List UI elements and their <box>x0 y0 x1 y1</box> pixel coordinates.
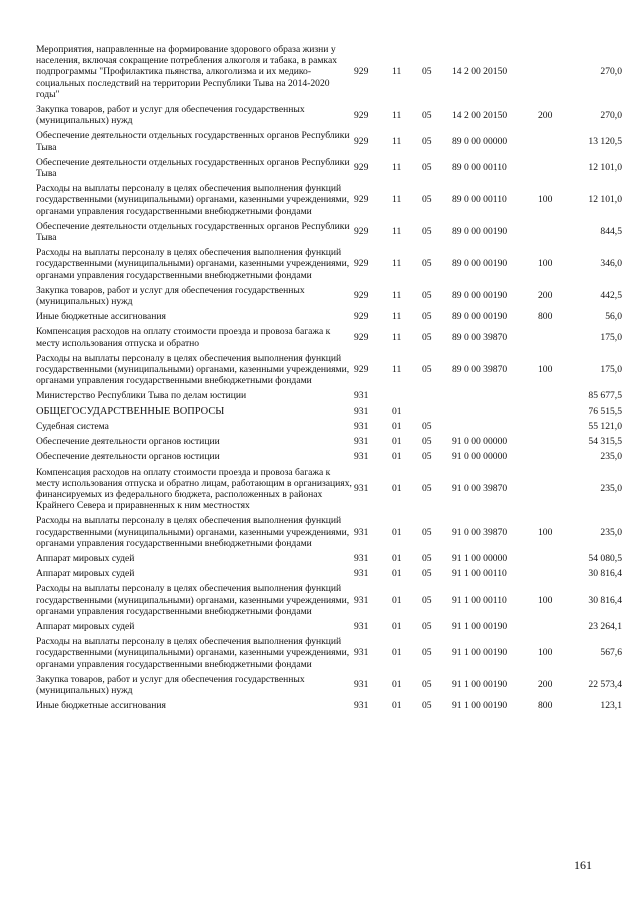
table-row <box>36 698 622 713</box>
table-row <box>36 283 622 309</box>
row-subsection-code: 05 <box>422 226 432 238</box>
row-amount: 55 121,0 <box>588 420 622 432</box>
row-expense-type <box>538 619 574 634</box>
row-ministry-code: 931 <box>354 568 369 580</box>
row-section-code: 01 <box>392 405 402 417</box>
row-amount: 85 677,5 <box>588 390 622 402</box>
row-name: Расходы на выплаты персоналу в целях обеспечения выполнения функций государственными (муниципальными) органами, казенными учреждениями, органами управления государственными внебюджетными фондами <box>36 636 350 670</box>
row-expense-type <box>538 551 574 566</box>
table-row <box>36 388 622 403</box>
row-expense-type: 100 <box>538 364 553 376</box>
table-row <box>36 351 622 389</box>
row-name: Расходы на выплаты персоналу в целях обеспечения выполнения функций государственными (муниципальными) органами, казенными учреждениями, органами управления государственными внебюджетными фондами <box>36 183 350 217</box>
row-ministry-code: 931 <box>354 390 369 402</box>
row-target-article: 89 0 00 39870 <box>452 332 508 344</box>
row-ministry-code: 931 <box>354 700 369 712</box>
row-ministry-code: 929 <box>354 66 369 78</box>
table-row <box>36 672 622 698</box>
row-ministry-code: 931 <box>354 526 369 538</box>
row-ministry-code: 929 <box>354 290 369 302</box>
row-subsection-code: 05 <box>422 594 432 606</box>
row-subsection-code: 05 <box>422 311 432 323</box>
row-target-article: 89 0 00 00190 <box>452 226 508 238</box>
row-expense-type: 200 <box>538 109 553 121</box>
row-expense-type: 800 <box>538 311 553 323</box>
row-subsection-code: 05 <box>422 364 432 376</box>
row-target-article: 91 1 00 00190 <box>452 700 508 712</box>
row-section-code: 11 <box>392 162 402 174</box>
row-name: Иные бюджетные ассигнования <box>36 311 166 323</box>
row-expense-type <box>538 155 574 181</box>
row-ministry-code: 931 <box>354 552 369 564</box>
row-subsection-code: 05 <box>422 552 432 564</box>
row-amount: 844,5 <box>600 226 622 238</box>
row-ministry-code: 931 <box>354 436 369 448</box>
row-section-code: 01 <box>392 594 402 606</box>
row-target-article: 91 1 00 00190 <box>452 620 508 632</box>
row-ministry-code: 929 <box>354 332 369 344</box>
row-ministry-code: 931 <box>354 405 369 417</box>
row-target-article: 89 0 00 00190 <box>452 258 508 270</box>
row-name: Иные бюджетные ассигнования <box>36 700 166 712</box>
row-expense-type <box>538 404 574 419</box>
row-expense-type <box>538 419 574 434</box>
row-amount: 12 101,0 <box>588 194 622 206</box>
row-expense-type <box>538 42 574 102</box>
row-target-article: 14 2 00 20150 <box>452 109 508 121</box>
row-name: Аппарат мировых судей <box>36 552 135 564</box>
row-name: Обеспечение деятельности органов юстиции <box>36 451 220 463</box>
table-row <box>36 581 622 619</box>
row-target-article: 91 1 00 00190 <box>452 679 508 691</box>
row-subsection-code <box>422 404 452 419</box>
table-row <box>36 155 622 181</box>
row-section-code: 01 <box>392 552 402 564</box>
row-subsection-code: 05 <box>422 290 432 302</box>
row-section-code: 01 <box>392 679 402 691</box>
row-target-article <box>452 419 538 434</box>
row-target-article: 91 0 00 00000 <box>452 436 508 448</box>
row-amount: 76 515,5 <box>588 405 622 417</box>
table-row <box>36 245 622 283</box>
row-section-code: 01 <box>392 420 402 432</box>
table-row <box>36 309 622 324</box>
row-amount: 235,0 <box>600 483 622 495</box>
table-row <box>36 42 622 102</box>
row-subsection-code: 05 <box>422 679 432 691</box>
row-subsection-code: 05 <box>422 700 432 712</box>
table-row <box>36 566 622 581</box>
row-amount: 235,0 <box>600 451 622 463</box>
row-name: Судебная система <box>36 420 109 432</box>
row-expense-type: 100 <box>538 647 553 659</box>
table-row <box>36 324 622 350</box>
row-ministry-code: 931 <box>354 451 369 463</box>
row-ministry-code: 931 <box>354 679 369 691</box>
row-amount: 22 573,4 <box>588 679 622 691</box>
row-subsection-code: 05 <box>422 66 432 78</box>
row-ministry-code: 929 <box>354 162 369 174</box>
row-amount: 270,0 <box>600 109 622 121</box>
budget-table <box>36 42 622 713</box>
row-section-code: 11 <box>392 136 402 148</box>
table-row <box>36 619 622 634</box>
row-section-code: 11 <box>392 364 402 376</box>
row-expense-type <box>538 465 574 514</box>
row-section-code: 11 <box>392 311 402 323</box>
row-target-article: 91 0 00 39870 <box>452 483 508 495</box>
row-expense-type: 100 <box>538 258 553 270</box>
row-expense-type <box>538 566 574 581</box>
row-amount: 54 080,5 <box>588 552 622 564</box>
row-subsection-code: 05 <box>422 136 432 148</box>
row-name: Компенсация расходов на оплату стоимости проезда и провоза багажа к месту использования отпуска и обратно лицам, работающим в организациях, финансируемых из федерального бюджета, расположенных в районах Крайнего Севера и приравненных к ним местностях <box>36 466 352 512</box>
row-section-code: 01 <box>392 436 402 448</box>
table-row <box>36 102 622 128</box>
row-target-article: 89 0 00 00110 <box>452 162 507 174</box>
row-target-article: 89 0 00 00110 <box>452 194 507 206</box>
table-row <box>36 181 622 219</box>
row-amount: 235,0 <box>600 526 622 538</box>
row-section-code: 11 <box>392 258 402 270</box>
row-amount: 23 264,1 <box>588 620 622 632</box>
row-ministry-code: 929 <box>354 258 369 270</box>
row-subsection-code: 05 <box>422 109 432 121</box>
row-ministry-code: 929 <box>354 136 369 148</box>
row-amount: 123,1 <box>600 700 622 712</box>
row-name: Расходы на выплаты персоналу в целях обеспечения выполнения функций государственными (муниципальными) органами, казенными учреждениями, органами управления государственными внебюджетными фондами <box>36 352 350 387</box>
row-subsection-code: 05 <box>422 332 432 344</box>
row-expense-type: 100 <box>538 194 553 206</box>
row-target-article: 91 0 00 39870 <box>452 526 508 538</box>
row-target-article: 91 1 00 00190 <box>452 647 508 659</box>
row-name: Обеспечение деятельности органов юстиции <box>36 436 220 448</box>
row-ministry-code: 931 <box>354 647 369 659</box>
table-row <box>36 513 622 551</box>
row-section-code: 01 <box>392 483 402 495</box>
row-target-article: 89 0 00 00000 <box>452 136 508 148</box>
row-ministry-code: 931 <box>354 420 369 432</box>
row-ministry-code: 929 <box>354 364 369 376</box>
row-expense-type <box>538 388 574 403</box>
row-amount: 56,0 <box>605 311 622 323</box>
row-subsection-code: 05 <box>422 526 432 538</box>
row-amount: 175,0 <box>600 332 622 344</box>
row-name: Расходы на выплаты персоналу в целях обеспечения выполнения функций государственными (муниципальными) органами, казенными учреждениями, органами управления государственными внебюджетными фондами <box>36 515 350 549</box>
row-subsection-code: 05 <box>422 258 432 270</box>
row-subsection-code <box>422 388 452 403</box>
row-section-code: 11 <box>392 66 402 78</box>
row-amount: 30 816,4 <box>588 594 622 606</box>
row-expense-type <box>538 449 574 464</box>
row-name: Закупка товаров, работ и услуг для обеспечения государственных (муниципальных) нужд <box>36 284 305 308</box>
row-target-article: 91 0 00 00000 <box>452 451 508 463</box>
row-amount: 442,5 <box>600 290 622 302</box>
row-section-code: 01 <box>392 647 402 659</box>
row-ministry-code: 931 <box>354 594 369 606</box>
row-amount: 270,0 <box>600 66 622 78</box>
row-section-code <box>392 388 422 403</box>
table-row <box>36 634 622 672</box>
row-expense-type <box>538 128 574 154</box>
row-name: Обеспечение деятельности отдельных государственных органов Республики Тыва <box>36 220 350 244</box>
row-expense-type: 200 <box>538 290 553 302</box>
row-target-article: 91 1 00 00110 <box>452 568 507 580</box>
row-subsection-code: 05 <box>422 420 432 432</box>
row-amount: 54 315,5 <box>588 436 622 448</box>
table-row <box>36 419 622 434</box>
row-section-code: 01 <box>392 451 402 463</box>
row-ministry-code: 931 <box>354 483 369 495</box>
row-ministry-code: 929 <box>354 194 369 206</box>
table-row <box>36 465 622 514</box>
row-subsection-code: 05 <box>422 436 432 448</box>
row-section-code: 11 <box>392 290 402 302</box>
page-number: 161 <box>574 858 592 872</box>
row-expense-type: 200 <box>538 679 553 691</box>
row-name: Расходы на выплаты персоналу в целях обеспечения выполнения функций государственными (муниципальными) органами, казенными учреждениями, органами управления государственными внебюджетными фондами <box>36 247 350 281</box>
row-ministry-code: 929 <box>354 109 369 121</box>
row-name: Обеспечение деятельности отдельных государственных органов Республики Тыва <box>36 156 350 180</box>
table-row <box>36 219 622 245</box>
row-subsection-code: 05 <box>422 483 432 495</box>
row-subsection-code: 05 <box>422 647 432 659</box>
row-name: Аппарат мировых судей <box>36 620 135 632</box>
row-amount: 567,6 <box>600 647 622 659</box>
table-row <box>36 128 622 154</box>
row-target-article: 89 0 00 39870 <box>452 364 508 376</box>
row-name: Обеспечение деятельности отдельных государственных органов Республики Тыва <box>36 130 350 153</box>
row-expense-type: 100 <box>538 594 553 606</box>
row-section-code: 11 <box>392 109 402 121</box>
row-amount: 346,0 <box>600 258 622 270</box>
row-subsection-code: 05 <box>422 162 432 174</box>
row-expense-type: 800 <box>538 700 553 712</box>
row-target-article: 14 2 00 20150 <box>452 66 508 78</box>
row-section-code: 01 <box>392 568 402 580</box>
row-name: Закупка товаров, работ и услуг для обеспечения государственных (муниципальных) нужд <box>36 104 305 127</box>
row-expense-type <box>538 219 574 245</box>
row-amount: 12 101,0 <box>588 162 622 174</box>
row-target-article: 89 0 00 00190 <box>452 290 508 302</box>
row-target-article: 91 1 00 00110 <box>452 594 507 606</box>
table-body <box>36 42 622 713</box>
row-name: Компенсация расходов на оплату стоимости проезда и провоза багажа к месту использования отпуска и обратно <box>36 326 331 349</box>
table-row <box>36 404 622 419</box>
row-name: Мероприятия, направленные на формирование здорового образа жизни у населения, включая сокращение потребления алкоголя и табака, в рамках подпрограммы "Профилактика пьянства, алкоголизма и их медико-социальных последствий на территории Республики Тыва на 2014-2020 годы" <box>36 44 338 100</box>
row-subsection-code: 05 <box>422 194 432 206</box>
row-ministry-code: 931 <box>354 620 369 632</box>
row-section-code: 01 <box>392 700 402 712</box>
row-subsection-code: 05 <box>422 620 432 632</box>
row-section-code: 01 <box>392 526 402 538</box>
row-subsection-code: 05 <box>422 451 432 463</box>
row-section-code: 11 <box>392 194 402 206</box>
row-amount: 13 120,5 <box>588 136 622 148</box>
row-section-code: 11 <box>392 226 402 238</box>
row-section-code: 01 <box>392 620 402 632</box>
row-amount: 30 816,4 <box>588 568 622 580</box>
row-expense-type <box>538 434 574 449</box>
row-section-code: 11 <box>392 332 402 344</box>
row-expense-type <box>538 324 574 350</box>
table-row <box>36 449 622 464</box>
row-target-article: 91 1 00 00000 <box>452 552 508 564</box>
row-ministry-code: 929 <box>354 311 369 323</box>
row-name: Закупка товаров, работ и услуг для обеспечения государственных (муниципальных) нужд <box>36 673 305 696</box>
row-name: Министерство Республики Тыва по делам юстиции <box>36 390 247 402</box>
row-name: ОБЩЕГОСУДАРСТВЕННЫЕ ВОПРОСЫ <box>36 405 225 417</box>
table-row <box>36 434 622 449</box>
row-subsection-code: 05 <box>422 568 432 580</box>
row-amount: 175,0 <box>600 364 622 376</box>
row-name: Аппарат мировых судей <box>36 568 135 580</box>
row-name: Расходы на выплаты персоналу в целях обеспечения выполнения функций государственными (муниципальными) органами, казенными учреждениями, органами управления государственными внебюджетными фондами <box>36 583 350 617</box>
row-target-article: 89 0 00 00190 <box>452 311 508 323</box>
row-target-article <box>452 388 538 403</box>
row-target-article <box>452 404 538 419</box>
table-row <box>36 551 622 566</box>
row-expense-type: 100 <box>538 526 553 538</box>
row-ministry-code: 929 <box>354 226 369 238</box>
